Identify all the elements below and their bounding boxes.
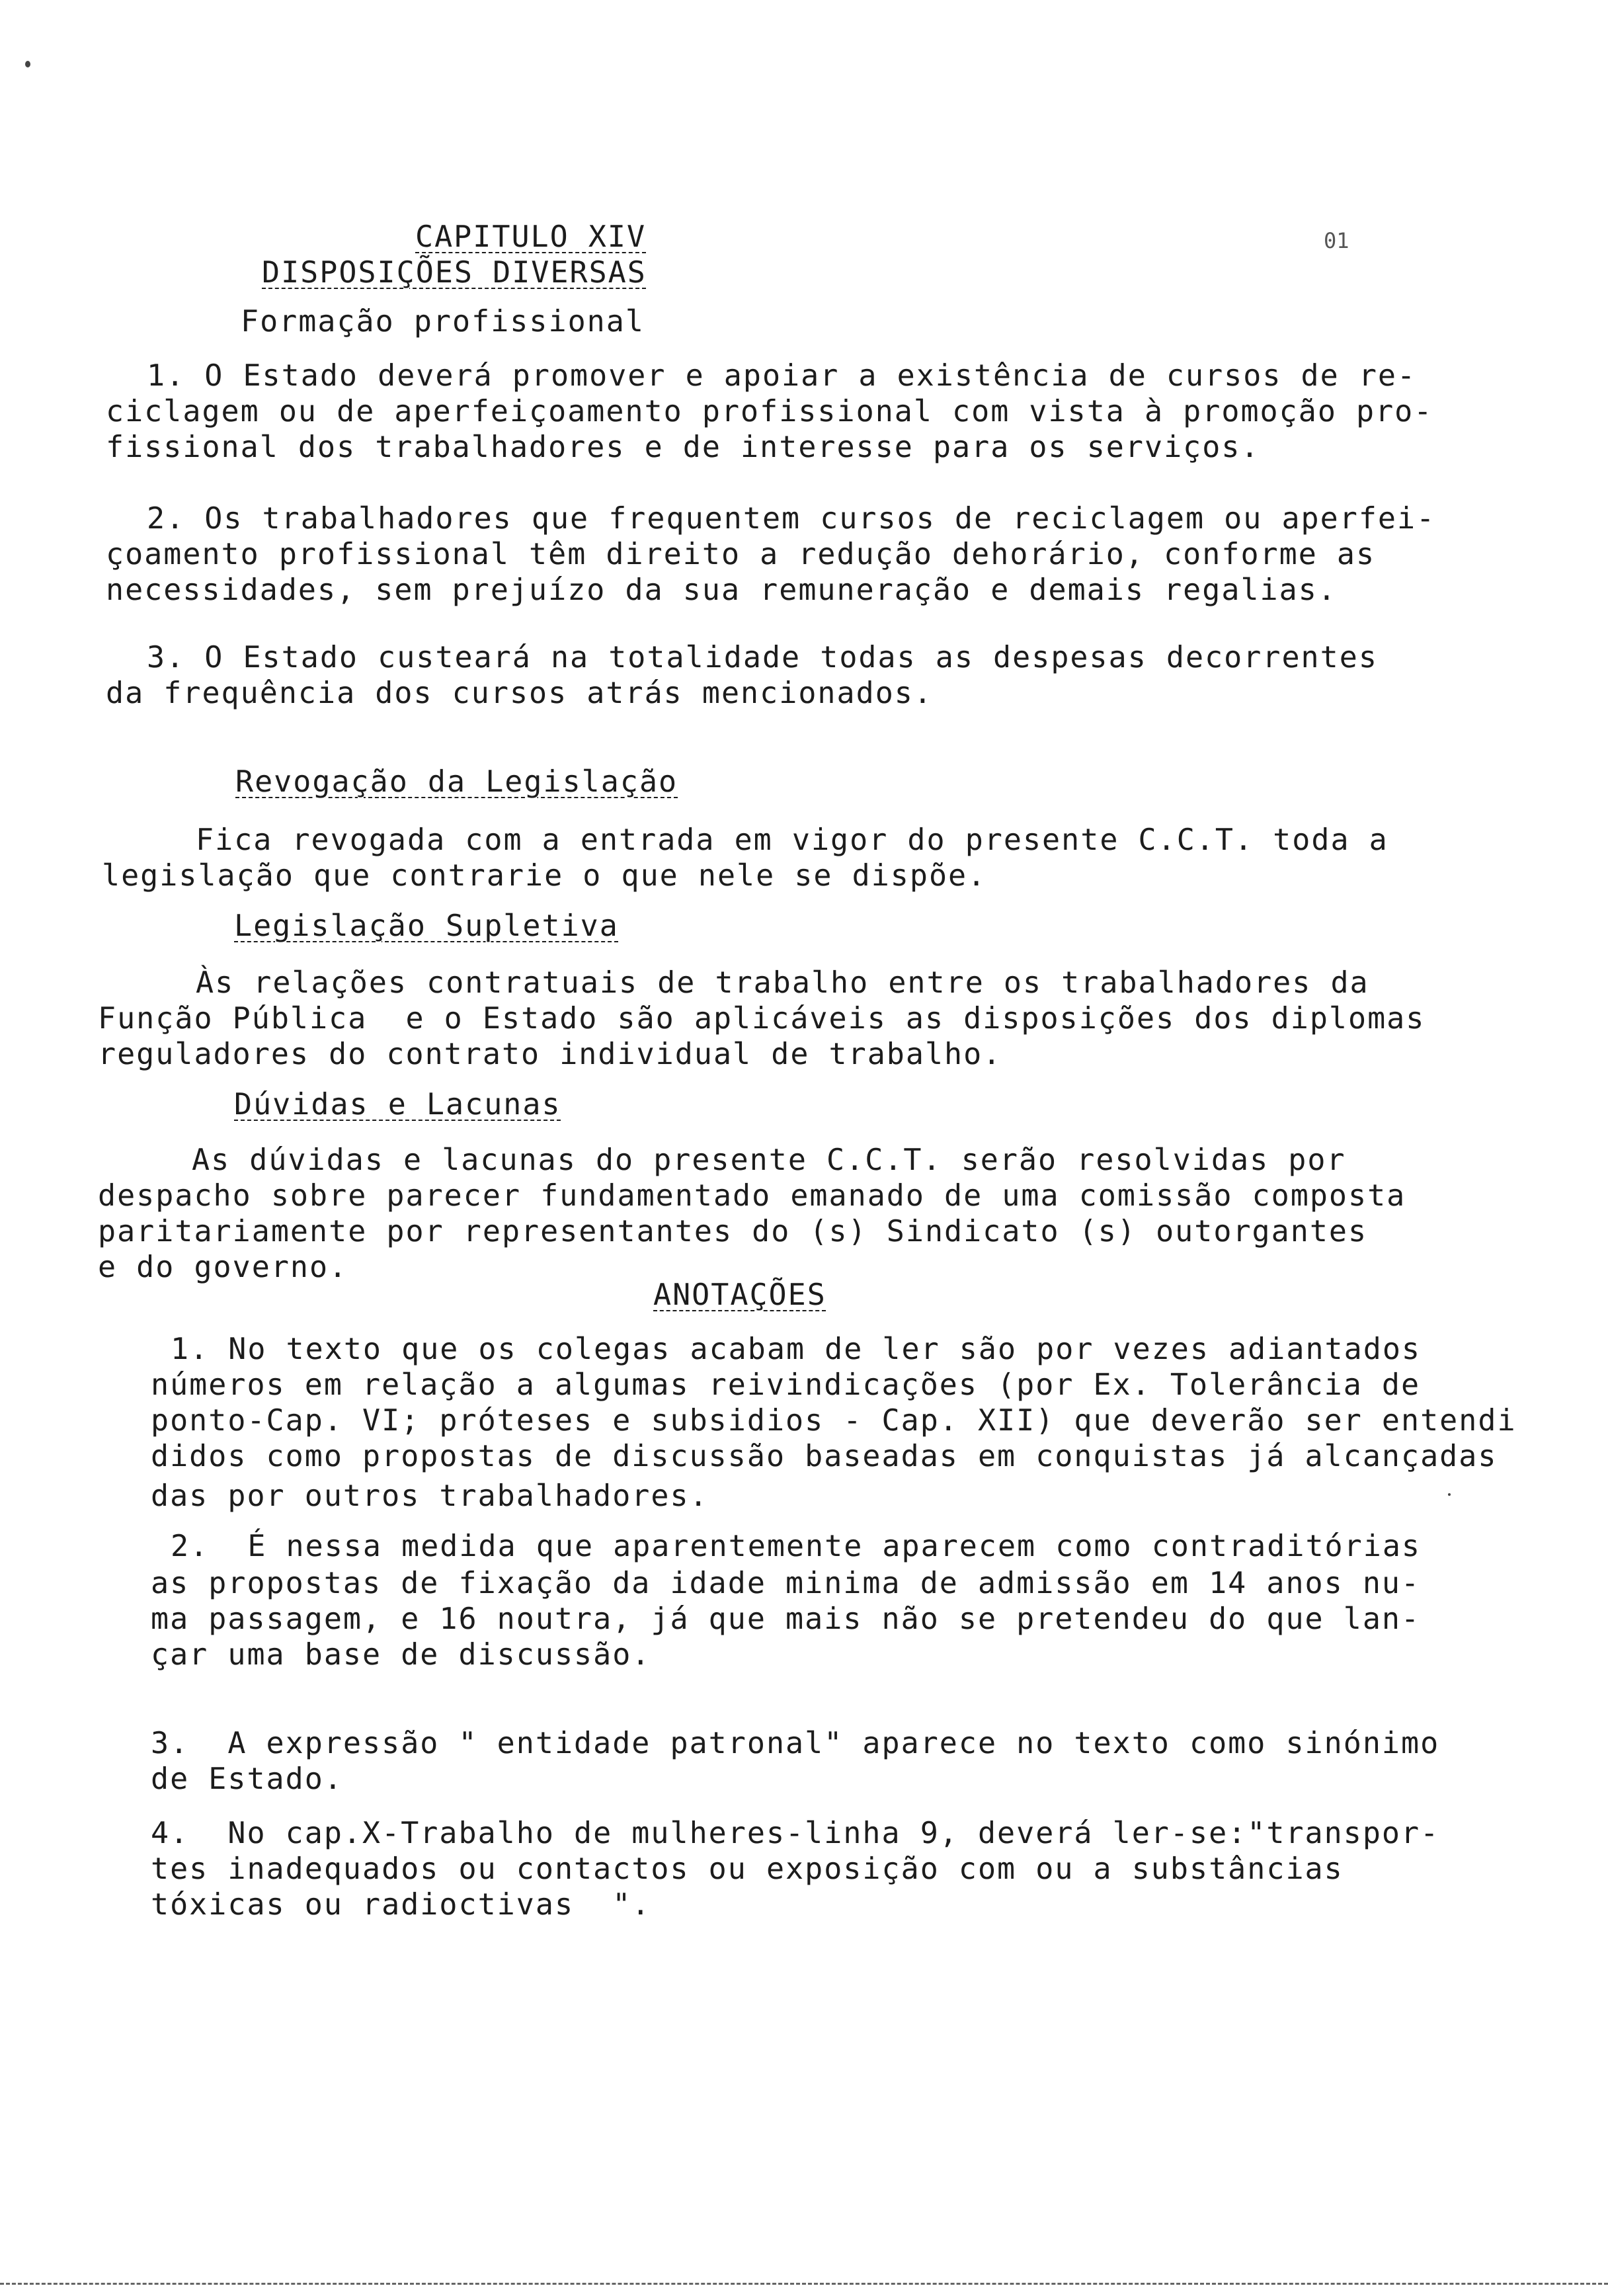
scan-speck <box>25 61 30 67</box>
note-line: ponto-Cap. VI; próteses e subsidios - Cap. XII) que deverão ser entendi <box>151 1403 1517 1438</box>
paragraph-line: çoamento profissional têm direito a redução dehorário, conforme as <box>106 536 1376 571</box>
section-title-revogacao: Revogação da Legislação <box>235 764 678 799</box>
paragraph-line: 3. O Estado custeará na totalidade todas as despesas decorrentes <box>147 639 1378 675</box>
section-title-formacao: Formação profissional <box>241 304 645 339</box>
paragraph-line: despacho sobre parecer fundamentado emanado de uma comissão composta <box>98 1178 1406 1213</box>
paragraph-line: 1. O Estado deverá promover e apoiar a existência de cursos de re- <box>147 358 1417 393</box>
note-line: as propostas de fixação da idade minima de admissão em 14 anos nu- <box>151 1565 1421 1600</box>
paragraph-line: necessidades, sem prejuízo da sua remuneração e demais regalias. <box>106 572 1337 607</box>
note-line: ma passagem, e 16 noutra, já que mais não se pretendeu do que lan- <box>151 1601 1421 1636</box>
paragraph-line: As dúvidas e lacunas do presente C.C.T. serão resolvidas por <box>192 1142 1346 1177</box>
note-line: didos como propostas de discussão baseadas em conquistas já alcançadas <box>151 1438 1498 1473</box>
note-line: das por outros trabalhadores. <box>151 1478 709 1513</box>
bottom-scan-edge <box>0 2283 1608 2285</box>
chapter-subtitle: DISPOSIÇÕES DIVERSAS <box>262 255 647 290</box>
scan-speck <box>1448 1493 1451 1496</box>
paragraph-line: Às relações contratuais de trabalho entre os trabalhadores da <box>196 965 1369 1000</box>
paragraph-line: Função Pública e o Estado são aplicáveis as disposições dos diplomas <box>98 1001 1426 1036</box>
note-line: 2. É nessa medida que aparentemente aparecem como contraditórias <box>171 1528 1421 1563</box>
section-title-supletiva: Legislação Supletiva <box>234 908 619 943</box>
paragraph-line: legislação que contrarie o que nele se dispõe. <box>102 858 987 893</box>
paragraph-line: ciclagem ou de aperfeiçoamento profissional com vista à promoção pro- <box>106 393 1433 429</box>
paragraph-line: fissional dos trabalhadores e de interesse para os serviços. <box>106 429 1260 464</box>
note-line: 3. A expressão " entidade patronal" aparece no texto como sinónimo <box>151 1725 1440 1760</box>
section-title-anotacoes: ANOTAÇÕES <box>653 1277 826 1312</box>
note-line: números em relação a algumas reivindicações (por Ex. Tolerância de <box>151 1367 1421 1402</box>
section-title-duvidas: Dúvidas e Lacunas <box>234 1086 561 1122</box>
paragraph-line: da frequência dos cursos atrás mencionados. <box>106 675 933 710</box>
note-line: tóxicas ou radioctivas ". <box>151 1887 651 1922</box>
paragraph-line: 2. Os trabalhadores que frequentem cursos de reciclagem ou aperfei- <box>147 501 1436 536</box>
paragraph-line: Fica revogada com a entrada em vigor do presente C.C.T. toda a <box>196 822 1388 857</box>
note-line: de Estado. <box>151 1761 343 1796</box>
paragraph-line: reguladores do contrato individual de trabalho. <box>98 1036 1002 1071</box>
note-line: 4. No cap.X-Trabalho de mulheres-linha 9, deverá ler-se:"transpor- <box>151 1815 1440 1850</box>
note-line: 1. No texto que os colegas acabam de ler são por vezes adiantados <box>171 1331 1421 1366</box>
note-line: çar uma base de discussão. <box>151 1637 651 1672</box>
page-mark: 01 <box>1324 228 1349 253</box>
paragraph-line: paritariamente por representantes do (s) Sindicato (s) outorgantes <box>98 1213 1368 1249</box>
paragraph-line: e do governo. <box>98 1249 348 1284</box>
chapter-title: CAPITULO XIV <box>415 219 647 254</box>
note-line: tes inadequados ou contactos ou exposição com ou a substâncias <box>151 1851 1344 1886</box>
